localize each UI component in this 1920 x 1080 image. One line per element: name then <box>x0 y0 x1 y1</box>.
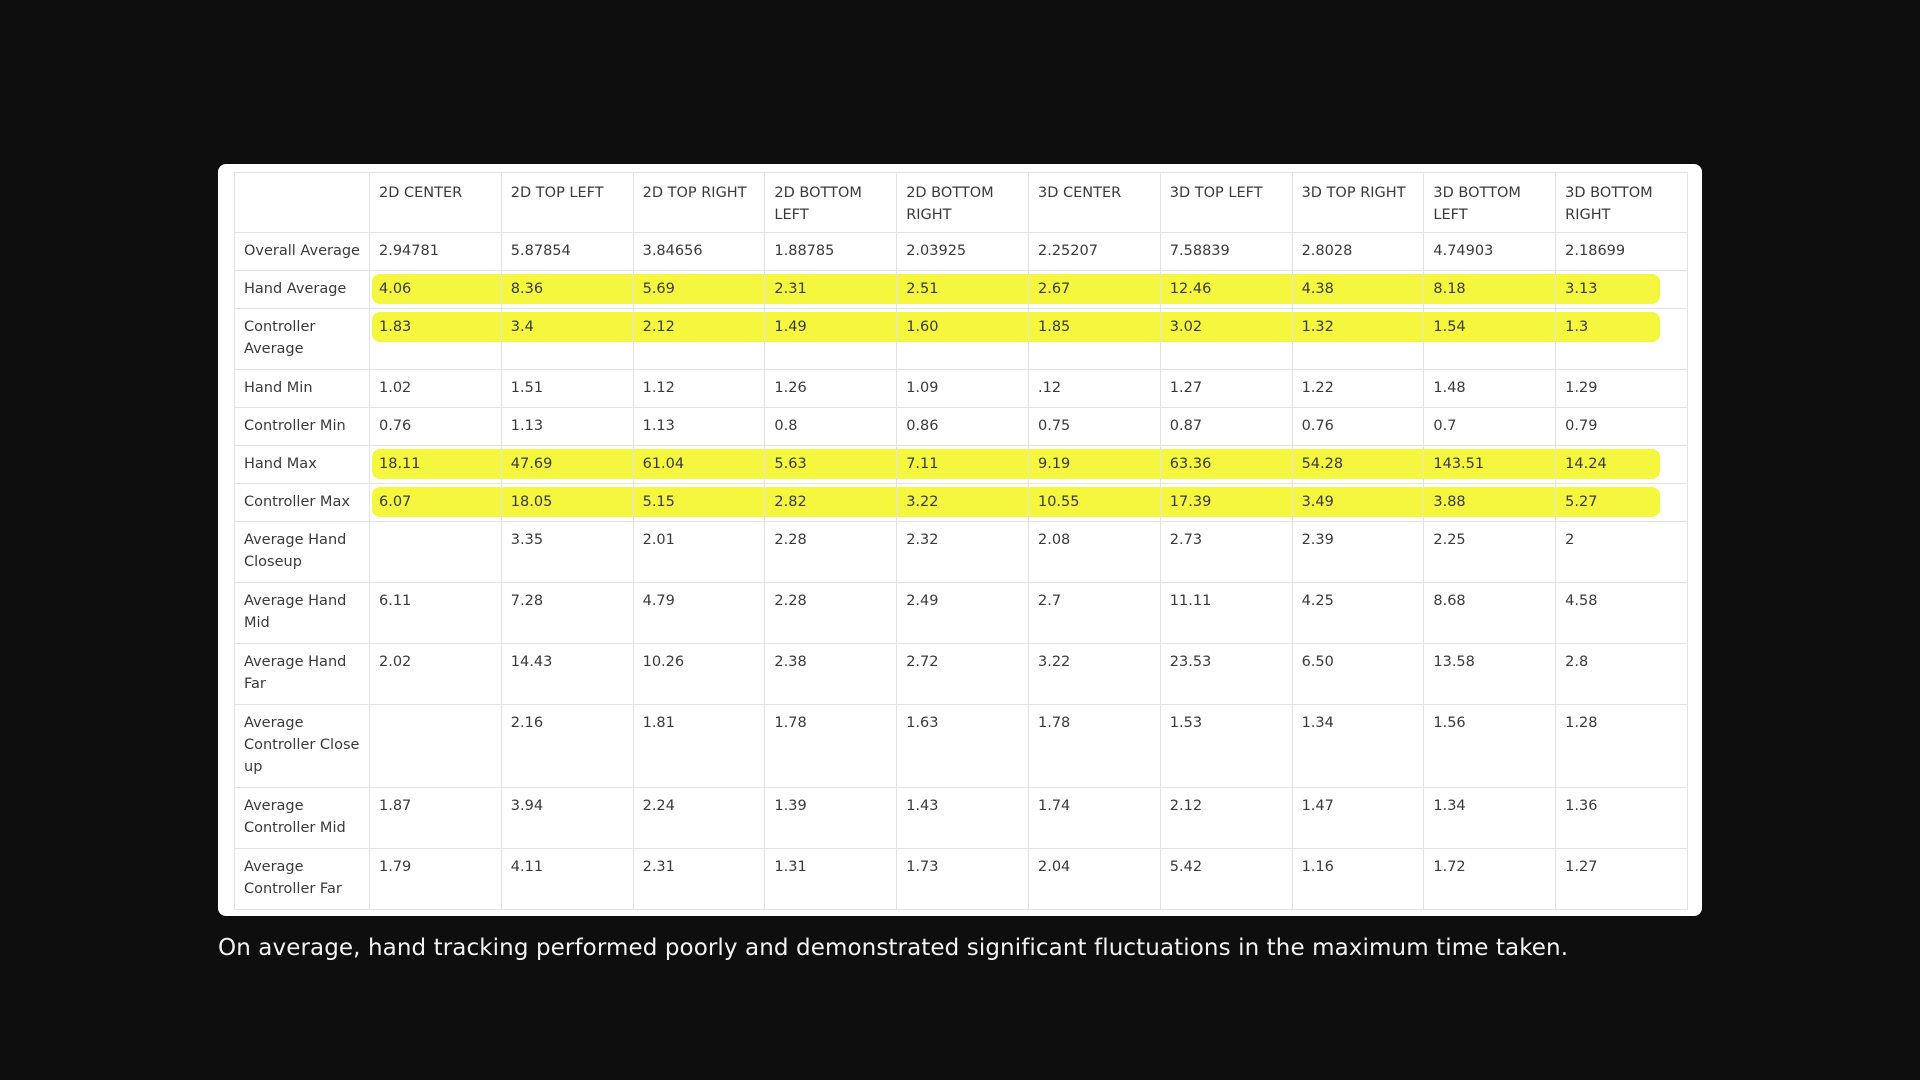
table-cell: 2.38 <box>765 644 897 705</box>
table-cell: 10.26 <box>633 644 765 705</box>
table-cell: 2.39 <box>1292 522 1424 583</box>
row-label: Average Hand Closeup <box>235 522 370 583</box>
header-cell <box>235 173 370 233</box>
header-cell: 3D TOP LEFT <box>1160 173 1292 233</box>
header-cell: 3D CENTER <box>1028 173 1160 233</box>
table-cell: 4.25 <box>1292 583 1424 644</box>
table-cell: 5.63 <box>765 446 897 484</box>
table-cell: 143.51 <box>1424 446 1556 484</box>
table-cell: 63.36 <box>1160 446 1292 484</box>
table-cell: 1.47 <box>1292 788 1424 849</box>
row-label: Controller Min <box>235 408 370 446</box>
table-cell: 2.24 <box>633 788 765 849</box>
table-cell: 1.32 <box>1292 309 1424 370</box>
table-cell: 2.03925 <box>897 233 1029 271</box>
table-cell: 3.88 <box>1424 484 1556 522</box>
table-cell: 1.81 <box>633 705 765 788</box>
table-row <box>235 484 1688 522</box>
slide-caption: On average, hand tracking performed poorly and demonstrated significant fluctuations in the maximum time taken. <box>218 935 1569 961</box>
table-cell: 1.43 <box>897 788 1029 849</box>
table-cell: 5.69 <box>633 271 765 309</box>
table-cell: 47.69 <box>501 446 633 484</box>
table-cell: 0.75 <box>1028 408 1160 446</box>
table-cell: 0.79 <box>1556 408 1688 446</box>
table-cell: 2.32 <box>897 522 1029 583</box>
header-cell: 3D BOTTOM LEFT <box>1424 173 1556 233</box>
table-cell: 23.53 <box>1160 644 1292 705</box>
table-cell: 2.28 <box>765 522 897 583</box>
table-cell: .12 <box>1028 370 1160 408</box>
table-cell: 1.27 <box>1160 370 1292 408</box>
table-cell: 1.74 <box>1028 788 1160 849</box>
table-cell: 6.11 <box>370 583 502 644</box>
table-row <box>235 408 1688 446</box>
table-cell: 12.46 <box>1160 271 1292 309</box>
table-cell: 1.54 <box>1424 309 1556 370</box>
table-cell: 18.05 <box>501 484 633 522</box>
table-row <box>235 705 1688 788</box>
table-cell: 1.78 <box>1028 705 1160 788</box>
table-cell: 1.85 <box>1028 309 1160 370</box>
table-cell: 8.68 <box>1424 583 1556 644</box>
row-label: Average Controller Mid <box>235 788 370 849</box>
table-cell: 2.8 <box>1556 644 1688 705</box>
table-cell: 2 <box>1556 522 1688 583</box>
table-cell: 3.22 <box>1028 644 1160 705</box>
table-cell: 0.8 <box>765 408 897 446</box>
table-cell: 2.28 <box>765 583 897 644</box>
table-cell: 2.01 <box>633 522 765 583</box>
table-cell: 2.67 <box>1028 271 1160 309</box>
table-cell: 2.51 <box>897 271 1029 309</box>
table-row <box>235 446 1688 484</box>
table-cell: 1.28 <box>1556 705 1688 788</box>
table-row <box>235 522 1688 583</box>
table-cell: 1.3 <box>1556 309 1688 370</box>
table-cell: 1.60 <box>897 309 1029 370</box>
header-cell: 2D BOTTOM RIGHT <box>897 173 1029 233</box>
table-cell: 2.12 <box>1160 788 1292 849</box>
table-cell: 3.94 <box>501 788 633 849</box>
table-cell: 14.24 <box>1556 446 1688 484</box>
table-cell: 7.28 <box>501 583 633 644</box>
table-cell: 2.04 <box>1028 849 1160 910</box>
table-cell: 2.02 <box>370 644 502 705</box>
table-cell: 1.39 <box>765 788 897 849</box>
table-cell: 1.29 <box>1556 370 1688 408</box>
table-cell: 13.58 <box>1424 644 1556 705</box>
header-cell: 2D TOP RIGHT <box>633 173 765 233</box>
table-cell: 1.49 <box>765 309 897 370</box>
table-cell: 0.7 <box>1424 408 1556 446</box>
row-label: Hand Max <box>235 446 370 484</box>
table-cell: 2.8028 <box>1292 233 1424 271</box>
table-cell: 2.49 <box>897 583 1029 644</box>
table-cell: 0.76 <box>1292 408 1424 446</box>
table-cell: 8.18 <box>1424 271 1556 309</box>
table-cell: 3.02 <box>1160 309 1292 370</box>
table-cell: 1.16 <box>1292 849 1424 910</box>
table-cell: 3.84656 <box>633 233 765 271</box>
table-cell: 2.31 <box>765 271 897 309</box>
table-cell: 2.25 <box>1424 522 1556 583</box>
table-cell: 2.7 <box>1028 583 1160 644</box>
table-cell: 1.72 <box>1424 849 1556 910</box>
row-label: Average Hand Far <box>235 644 370 705</box>
table-cell: 0.76 <box>370 408 502 446</box>
table-cell: 10.55 <box>1028 484 1160 522</box>
table-row <box>235 271 1688 309</box>
table-cell: 5.27 <box>1556 484 1688 522</box>
table-cell: 0.86 <box>897 408 1029 446</box>
results-table <box>234 172 1688 910</box>
table-cell: 1.87 <box>370 788 502 849</box>
table-cell: 18.11 <box>370 446 502 484</box>
table-cell: 1.56 <box>1424 705 1556 788</box>
table-row <box>235 583 1688 644</box>
table-cell: 2.31 <box>633 849 765 910</box>
table-cell: 17.39 <box>1160 484 1292 522</box>
table-cell: 8.36 <box>501 271 633 309</box>
table-cell: 3.22 <box>897 484 1029 522</box>
table-cell: 3.35 <box>501 522 633 583</box>
table-cell: 9.19 <box>1028 446 1160 484</box>
table-cell: 3.4 <box>501 309 633 370</box>
table-row <box>235 233 1688 271</box>
table-cell: 2.82 <box>765 484 897 522</box>
table-cell: 1.22 <box>1292 370 1424 408</box>
table-header-row <box>235 173 1688 233</box>
table-cell: 2.73 <box>1160 522 1292 583</box>
table-cell: 4.74903 <box>1424 233 1556 271</box>
table-cell <box>370 522 502 583</box>
results-table-card <box>218 164 1702 916</box>
table-cell: 5.87854 <box>501 233 633 271</box>
table-cell: 2.72 <box>897 644 1029 705</box>
table-row <box>235 309 1688 370</box>
table-cell: 6.07 <box>370 484 502 522</box>
row-label: Average Controller Far <box>235 849 370 910</box>
table-cell: 2.12 <box>633 309 765 370</box>
header-cell: 2D CENTER <box>370 173 502 233</box>
table-cell: 0.87 <box>1160 408 1292 446</box>
table-cell: 54.28 <box>1292 446 1424 484</box>
table-cell: 2.16 <box>501 705 633 788</box>
table-cell: 1.63 <box>897 705 1029 788</box>
table-cell: 1.09 <box>897 370 1029 408</box>
table-cell: 1.12 <box>633 370 765 408</box>
row-label: Overall Average <box>235 233 370 271</box>
table-cell: 1.31 <box>765 849 897 910</box>
table-cell: 1.02 <box>370 370 502 408</box>
table-cell: 3.49 <box>1292 484 1424 522</box>
table-cell: 4.38 <box>1292 271 1424 309</box>
table-cell: 4.06 <box>370 271 502 309</box>
table-cell: 4.58 <box>1556 583 1688 644</box>
table-cell: 1.83 <box>370 309 502 370</box>
table-cell <box>370 705 502 788</box>
table-cell: 1.73 <box>897 849 1029 910</box>
table-row <box>235 788 1688 849</box>
header-cell: 3D TOP RIGHT <box>1292 173 1424 233</box>
table-cell: 1.78 <box>765 705 897 788</box>
table-cell: 1.88785 <box>765 233 897 271</box>
header-cell: 3D BOTTOM RIGHT <box>1556 173 1688 233</box>
table-cell: 7.11 <box>897 446 1029 484</box>
table-cell: 1.13 <box>501 408 633 446</box>
table-cell: 1.34 <box>1292 705 1424 788</box>
row-label: Hand Min <box>235 370 370 408</box>
table-cell: 1.26 <box>765 370 897 408</box>
header-cell: 2D TOP LEFT <box>501 173 633 233</box>
header-cell: 2D BOTTOM LEFT <box>765 173 897 233</box>
table-cell: 14.43 <box>501 644 633 705</box>
table-cell: 4.11 <box>501 849 633 910</box>
row-label: Controller Average <box>235 309 370 370</box>
row-label: Controller Max <box>235 484 370 522</box>
table-cell: 5.15 <box>633 484 765 522</box>
table-row <box>235 370 1688 408</box>
table-cell: 1.27 <box>1556 849 1688 910</box>
table-cell: 7.58839 <box>1160 233 1292 271</box>
table-cell: 6.50 <box>1292 644 1424 705</box>
table-cell: 2.25207 <box>1028 233 1160 271</box>
table-cell: 61.04 <box>633 446 765 484</box>
table-cell: 4.79 <box>633 583 765 644</box>
table-cell: 1.13 <box>633 408 765 446</box>
table-cell: 1.53 <box>1160 705 1292 788</box>
table-cell: 2.08 <box>1028 522 1160 583</box>
table-cell: 2.18699 <box>1556 233 1688 271</box>
table-cell: 1.48 <box>1424 370 1556 408</box>
table-cell: 1.79 <box>370 849 502 910</box>
table-row <box>235 644 1688 705</box>
row-label: Average Controller Close up <box>235 705 370 788</box>
table-cell: 2.94781 <box>370 233 502 271</box>
table-cell: 1.51 <box>501 370 633 408</box>
table-cell: 3.13 <box>1556 271 1688 309</box>
row-label: Average Hand Mid <box>235 583 370 644</box>
table-cell: 1.36 <box>1556 788 1688 849</box>
table-cell: 5.42 <box>1160 849 1292 910</box>
table-row <box>235 849 1688 910</box>
row-label: Hand Average <box>235 271 370 309</box>
table-cell: 11.11 <box>1160 583 1292 644</box>
table-cell: 1.34 <box>1424 788 1556 849</box>
